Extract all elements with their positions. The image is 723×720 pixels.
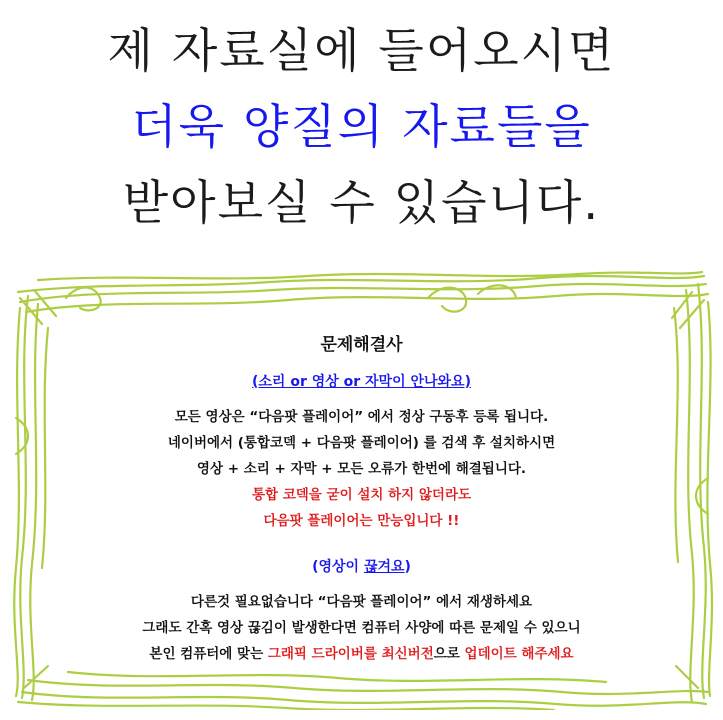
section1-red-line-1: 통합 코덱을 굳이 설치 하지 않더라도	[251, 487, 472, 503]
section1-line-3: 영상 + 소리 + 자막 + 모든 오류가 한번에 해결됩니다.	[196, 461, 527, 477]
panel-title: 문제해결사	[320, 335, 403, 355]
section2-heading-prefix: (영상이	[312, 559, 364, 575]
last-line-mid: 으로	[433, 646, 465, 662]
last-line-highlight: 그래픽 드라이버를 최신버전	[267, 646, 434, 662]
section1-heading: (소리 or 영상 or 자막이 안나와요)	[252, 374, 471, 390]
headline-line-1: 제 자료실에 들어오시면	[107, 24, 616, 79]
section1-line-2: 네이버에서 (통합코덱 + 다음팟 플레이어) 를 검색 후 설치하시면	[167, 435, 556, 451]
headline-line-3: 받아보실 수 있습니다.	[122, 176, 601, 231]
section2-heading-suffix: )	[404, 559, 411, 575]
last-line-prefix: 본인 컴퓨터에 맞는	[149, 646, 268, 662]
section2-line-2: 그래도 간혹 영상 끊김이 발생한다면 컴퓨터 사양에 따른 문제일 수 있으니	[142, 620, 581, 636]
last-line-post: 업데이트 해주세요	[464, 646, 574, 662]
section2-heading-underline: 끊겨요	[363, 559, 405, 575]
section-spacer	[40, 534, 683, 556]
section2-heading	[40, 556, 683, 576]
section2-last-line	[40, 641, 683, 667]
headline-block	[0, 14, 723, 242]
section1-line-1: 모든 영상은 “다음팟 플레이어” 에서 정상 구동후 등록 됩니다.	[174, 409, 549, 425]
section2-line-1: 다른것 필요없습니다 “다음팟 플레이어” 에서 재생하세요	[190, 594, 533, 610]
headline-line-2: 더욱 양질의 자료들을	[131, 100, 592, 155]
section1-red-line-2: 다음팟 플레이어는 만능입니다 !!	[263, 513, 460, 529]
panel-content	[40, 330, 683, 667]
